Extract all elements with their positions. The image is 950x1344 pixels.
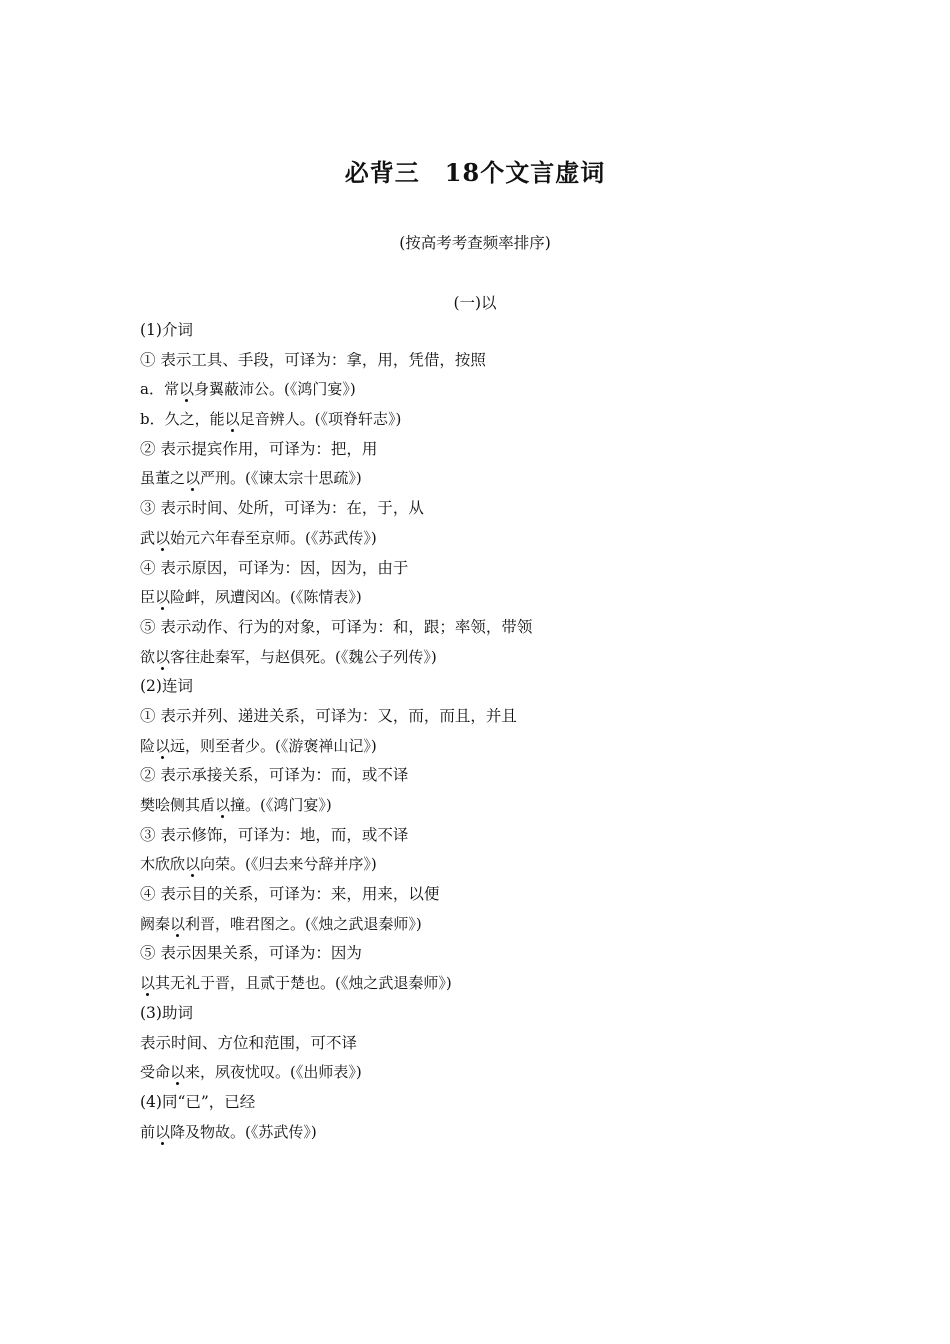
emphasized-keyword: 以 (155, 736, 171, 755)
emphasized-keyword: 以 (155, 647, 171, 666)
page-subtitle: (按高考考查频率排序) (399, 234, 551, 252)
section-heading: (一)以 (453, 294, 497, 312)
usage-definition: 表示时间、方位和范围，可不译 (140, 1033, 358, 1052)
example-text-after: 降及物故。(《苏武传》) (170, 1122, 317, 1141)
example-sentence (140, 854, 820, 874)
example-text-before: 欲 (140, 647, 156, 666)
page-title: 必背三 18个文言虚词 (344, 158, 606, 187)
emphasized-keyword: 以 (185, 855, 201, 874)
example-text-after: 远，则至者少。(《游褒禅山记》) (170, 736, 377, 755)
example-text-before: 受命 (140, 1063, 171, 1082)
content-body (140, 320, 820, 1142)
subsection-heading: (1)介词 (140, 321, 193, 339)
example-text-before: 樊哙侧其盾 (140, 796, 216, 814)
usage-definition: ② 表示承接关系，可译为：而，或不译 (140, 766, 409, 785)
example-sentence (140, 647, 820, 667)
example-text-before: 木欣欣 (140, 855, 186, 874)
usage-definition: ⑤ 表示动作、行为的对象，可译为：和，跟；率领，带领 (140, 617, 533, 636)
usage-definition: ④ 表示原因，可译为：因，因为，由于 (140, 558, 409, 577)
example-text-before: b．久之，能 (140, 410, 225, 429)
example-text-after: 足音辨人。(《项脊轩志》) (239, 410, 402, 429)
example-sentence (140, 795, 820, 815)
emphasized-keyword: 以 (178, 380, 194, 399)
subsection-heading: (4)同“已”，已经 (140, 1092, 256, 1111)
example-text-after: 严刑。(《谏太宗十思疏》) (200, 469, 362, 488)
example-sentence (140, 409, 820, 429)
example-sentence (140, 468, 820, 488)
emphasized-keyword: 以 (224, 410, 240, 429)
emphasized-keyword: 以 (155, 1122, 171, 1141)
usage-definition: ① 表示并列、递进关系，可译为：又，而，而且，并且 (140, 706, 517, 725)
example-text-before: 臣 (140, 588, 156, 607)
usage-definition: ③ 表示修饰，可译为：地，而，或不译 (140, 825, 409, 844)
example-text-after: 撞。(《鸿门宴》) (230, 796, 332, 814)
example-sentence (140, 587, 820, 607)
example-sentence (140, 1062, 820, 1082)
emphasized-keyword: 以 (215, 796, 231, 814)
example-sentence (140, 1122, 820, 1142)
example-text-before: 险 (140, 736, 156, 755)
emphasized-keyword: 以 (140, 974, 156, 993)
emphasized-keyword: 以 (155, 528, 171, 547)
example-text-after: 险衅，夙遭闵凶。(《陈情表》) (170, 588, 362, 607)
example-text-before: 武 (140, 528, 156, 547)
example-sentence (140, 736, 820, 756)
example-text-after: 客往赴秦军，与赵俱死。(《魏公子列传》) (170, 647, 437, 666)
example-sentence (140, 914, 820, 934)
usage-definition: ③ 表示时间、处所，可译为：在，于，从 (140, 499, 424, 518)
subsection-heading: (3)助词 (140, 1003, 193, 1022)
example-sentence (140, 973, 820, 993)
usage-definition: ① 表示工具、手段，可译为：拿，用，凭借，按照 (140, 350, 486, 369)
example-text-before: 阙秦 (140, 914, 171, 933)
example-text-before: a．常 (140, 380, 179, 399)
example-sentence (140, 528, 820, 548)
example-text-after: 始元六年春至京师。(《苏武传》) (170, 528, 377, 547)
emphasized-keyword: 以 (170, 914, 186, 933)
usage-definition: ② 表示提宾作用，可译为：把，用 (140, 439, 378, 458)
example-text-before: 虽董之 (140, 469, 186, 488)
usage-definition: ④ 表示目的关系，可译为：来，用来，以便 (140, 885, 440, 904)
example-text-after: 向荣。(《归去来兮辞并序》) (200, 855, 377, 874)
emphasized-keyword: 以 (170, 1063, 186, 1082)
example-text-after: 身翼蔽沛公。(《鸿门宴》) (193, 380, 356, 399)
usage-definition: ⑤ 表示因果关系，可译为：因为 (140, 944, 362, 963)
example-text-after: 来，夙夜忧叹。(《出师表》) (185, 1063, 362, 1082)
emphasized-keyword: 以 (155, 588, 171, 607)
example-text-after: 利晋，唯君图之。(《烛之武退秦师》) (185, 914, 422, 933)
example-sentence (140, 379, 820, 399)
emphasized-keyword: 以 (185, 469, 201, 488)
example-text-after: 其无礼于晋，且贰于楚也。(《烛之武退秦师》) (155, 974, 452, 993)
subsection-heading: (2)连词 (140, 677, 193, 696)
example-text-before: 前 (140, 1122, 156, 1141)
